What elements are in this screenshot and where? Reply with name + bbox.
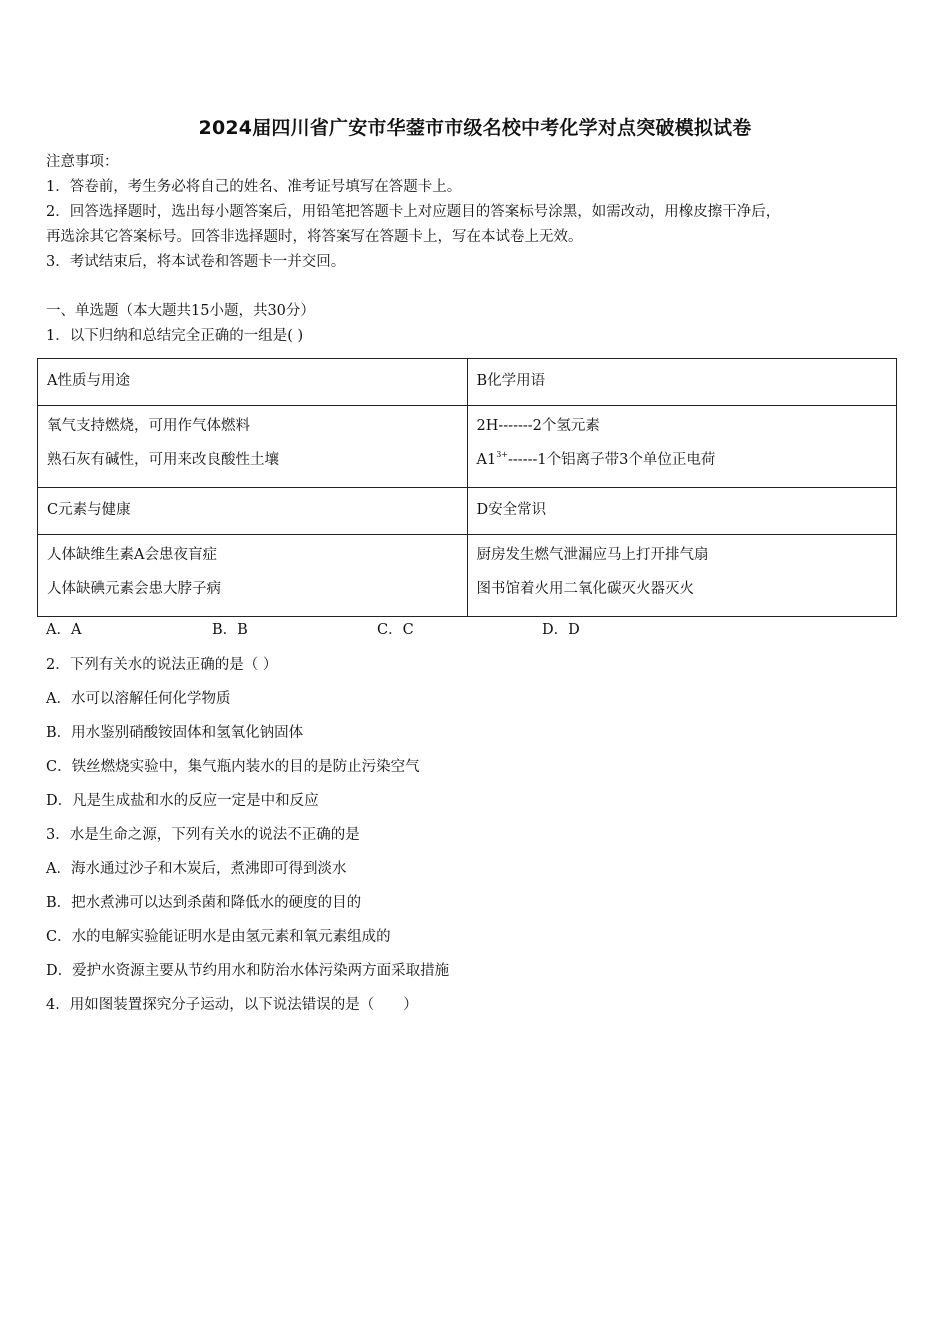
question-1-option-c: C．C [377,622,414,638]
table-cell-d-body [467,535,897,617]
table-d-line-2: 图书馆着火用二氧化碳灭火器灭火 [476,581,694,597]
note-item-2-line-1: 2．回答选择题时，选出每小题答案后，用铅笔把答题卡上对应题目的答案标号涂黑，如需改动，用橡皮擦干净后， [46,204,781,220]
table-cell-c-header: C元素与健康 [38,488,468,535]
question-1-stem: 1．以下归纳和总结完全正确的一组是( ) [46,328,304,344]
table-cell-a-body [38,406,468,488]
question-2-stem: 2．下列有关水的说法正确的是（ ） [46,657,278,673]
note-item-1: 1．答卷前，考生务必将自己的姓名、准考证号填写在答题卡上。 [46,179,462,195]
question-2-option-b: B．用水鉴别硝酸铵固体和氢氧化钠固体 [46,725,304,741]
notes-heading: 注意事项： [46,154,119,170]
question-1-option-a: A．A [46,622,82,638]
table-cell-c-body [38,535,468,617]
table-a-line-1: 氧气支持燃烧，可用作气体燃料 [47,418,250,434]
section-heading: 一、单选题（本大题共15小题，共30分） [46,303,315,319]
table-b-line-2: $A1^{3+}------1$个铝离子带3个单位正电荷 [476,450,716,468]
table-cell-d-header: D安全常识 [467,488,897,535]
exam-title: 2024届四川省广安市华蓥市市级名校中考化学对点突破模拟试卷 [198,117,752,139]
question-4-stem: 4．用如图装置探究分子运动，以下说法错误的是（ ） [46,997,418,1013]
table-d-line-1: 厨房发生燃气泄漏应马上打开排气扇 [476,547,709,563]
table-b-line-1: 2H-------2个氢元素 [476,418,600,434]
note-item-2-line-2: 再选涂其它答案标号。回答非选择题时，将答案写在答题卡上，写在本试卷上无效。 [46,229,583,245]
table-cell-a-header: A性质与用途 [38,359,468,406]
table-cell-b-body [467,406,897,488]
table-c-line-2: 人体缺碘元素会患大脖子病 [47,581,221,597]
question-1-option-d: D．D [542,622,580,638]
note-item-3: 3．考试结束后，将本试卷和答题卡一并交回。 [46,254,346,270]
question-2-option-d: D．凡是生成盐和水的反应一定是中和反应 [46,793,319,809]
table-cell-b-header: B化学用语 [467,359,897,406]
table-c-line-1: 人体缺维生素A会患夜盲症 [47,547,217,563]
question-3-option-b: B．把水煮沸可以达到杀菌和降低水的硬度的目的 [46,895,362,911]
question-1-table [37,358,897,617]
question-3-option-c: C．水的电解实验能证明水是由氢元素和氧元素组成的 [46,929,391,945]
question-3-option-a: A．海水通过沙子和木炭后，煮沸即可得到淡水 [46,861,347,877]
question-2-option-a: A．水可以溶解任何化学物质 [46,691,231,707]
question-3-stem: 3．水是生命之源，下列有关水的说法不正确的是 [46,827,360,843]
question-2-option-c: C．铁丝燃烧实验中，集气瓶内装水的目的是防止污染空气 [46,759,420,775]
question-1-option-b: B．B [212,622,248,638]
question-3-option-d: D．爱护水资源主要从节约用水和防治水体污染两方面采取措施 [46,963,450,979]
table-a-line-2: 熟石灰有碱性，可用来改良酸性土壤 [47,452,279,468]
